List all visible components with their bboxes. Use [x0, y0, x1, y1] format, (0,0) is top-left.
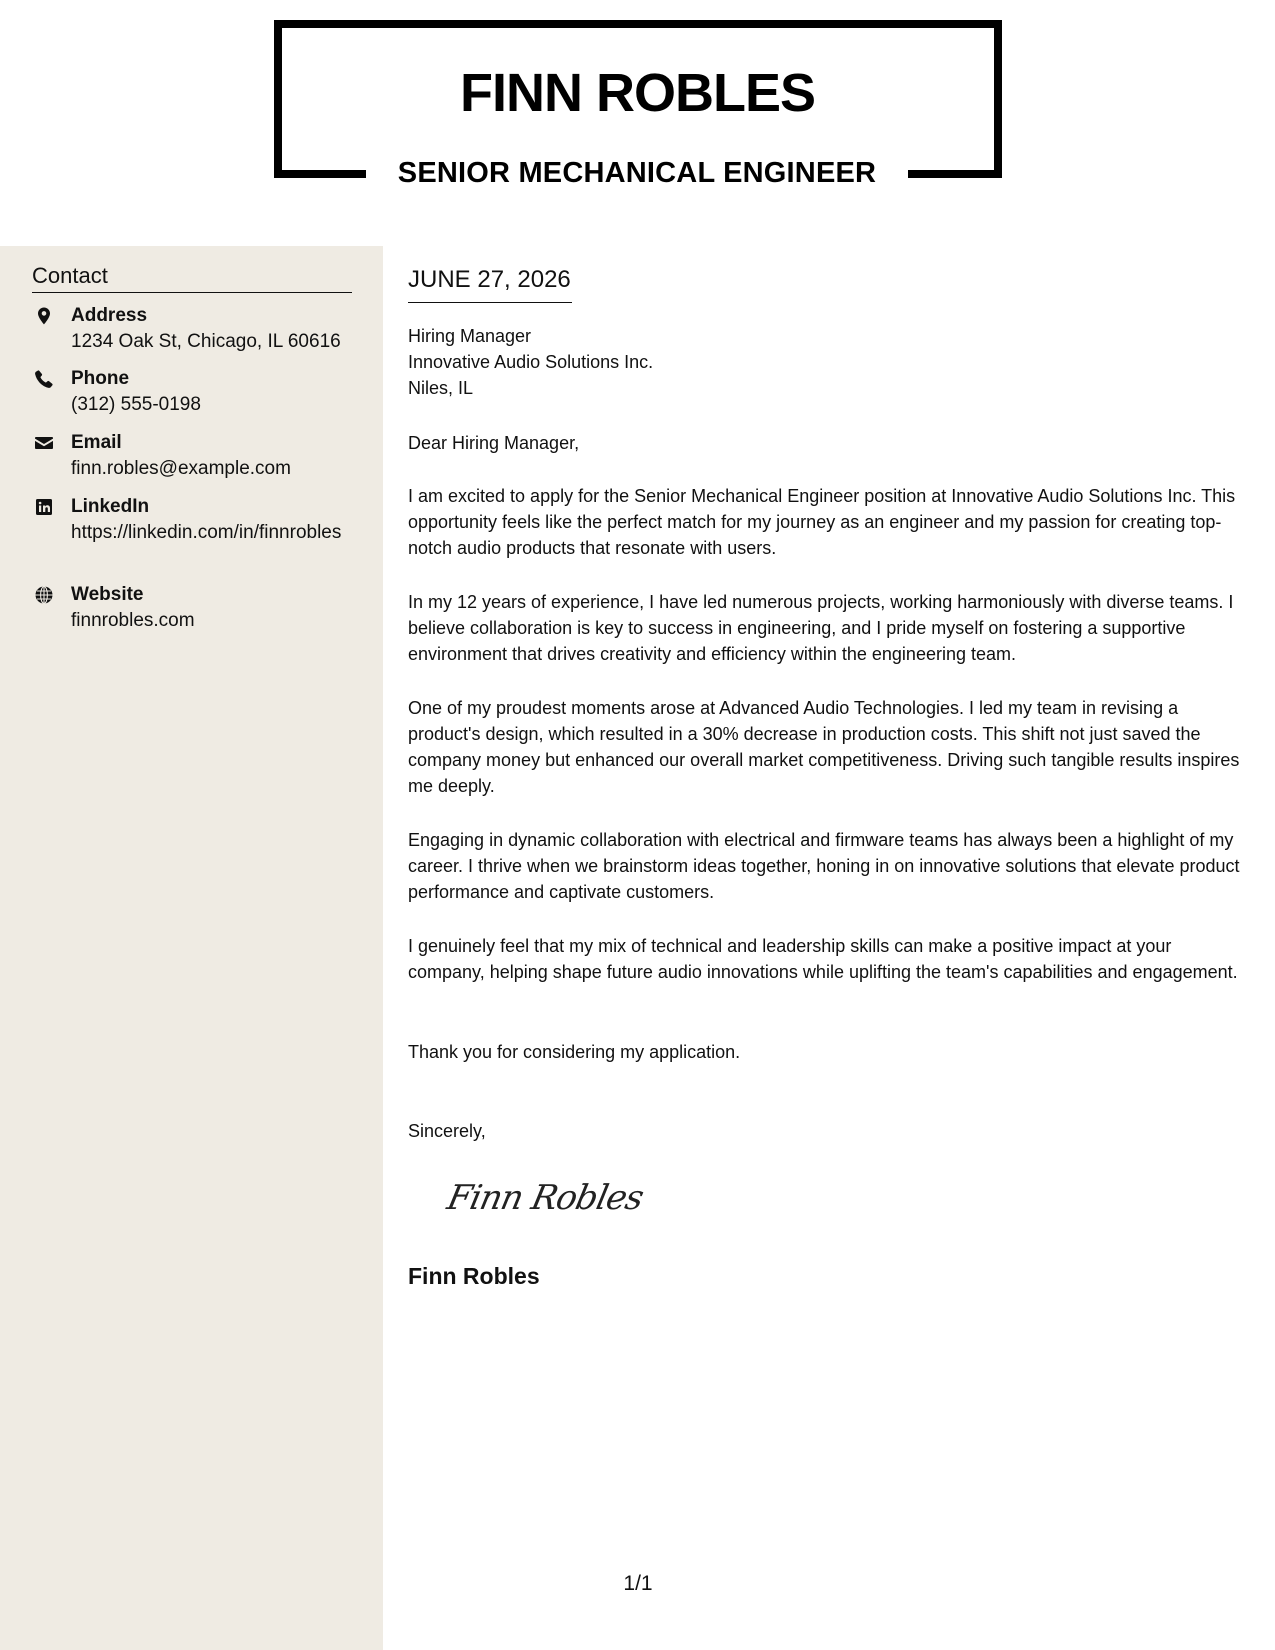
job-title-container	[366, 152, 908, 194]
letter-date: JUNE 27, 2026	[408, 266, 571, 293]
recipient-line: Innovative Audio Solutions Inc.	[408, 352, 654, 372]
contact-value: 1234 Oak St, Chicago, IL 60616	[71, 331, 341, 352]
body-paragraph: In my 12 years of experience, I have led numerous projects, working harmoniously with diverse teams. I believe collaboration is key to success in engineering, and I pride myself on fostering a supportive environment that drives creativity and efficiency within the engineering team.	[408, 592, 1234, 664]
globe-icon	[34, 585, 54, 605]
contact-heading: Contact	[32, 263, 108, 288]
contact-value: (312) 555-0198	[71, 394, 201, 415]
contact-label: LinkedIn	[71, 496, 150, 517]
contact-divider	[32, 292, 352, 293]
contact-label: Email	[71, 432, 122, 453]
salutation: Dear Hiring Manager,	[408, 433, 580, 453]
contact-label: Address	[71, 305, 148, 326]
contact-value: finnrobles.com	[71, 610, 195, 631]
contact-value: finn.robles@example.com	[71, 458, 291, 479]
date-divider	[408, 302, 572, 303]
linkedin-icon	[34, 497, 54, 517]
signature-image: Finn Robles	[443, 1178, 647, 1218]
body-paragraph: I am excited to apply for the Senior Mechanical Engineer position at Innovative Audio Solutions Inc. This opportunity feels like the perfect match for my journey as an engineer and my passion for creating top-notch audio products that resonate with users.	[408, 486, 1236, 558]
body-paragraph: I genuinely feel that my mix of technical and leadership skills can make a positive impact at your company, helping shape future audio innovations while uplifting the team's capabilities and engagement.	[408, 936, 1238, 982]
closing: Sincerely,	[408, 1121, 486, 1141]
recipient-line: Niles, IL	[408, 378, 474, 398]
body-paragraph: One of my proudest moments arose at Advanced Audio Technologies. I led my team in revising a product's design, which resulted in a 30% decrease in production costs. This shift not just saved the company money but enhanced our overall market competitiveness. Driving such tangible results inspires me deeply.	[408, 698, 1240, 796]
job-title: SENIOR MECHANICAL ENGINEER	[397, 157, 877, 189]
body-paragraph: Thank you for considering my application.	[408, 1042, 741, 1062]
signer-name: Finn Robles	[408, 1263, 540, 1289]
map-pin-icon	[34, 306, 54, 326]
contact-label: Website	[71, 584, 144, 605]
contact-label: Phone	[71, 368, 130, 389]
candidate-name: FINN ROBLES	[459, 63, 815, 123]
recipient-line: Hiring Manager	[408, 326, 532, 346]
body-paragraph: Engaging in dynamic collaboration with electrical and firmware teams has always been a highlight of my career. I thrive when we brainstorm ideas together, honing in on innovative solutions that elevate product performance and captivate customers.	[408, 830, 1240, 902]
contact-value: https://linkedin.com/in/finnrobles	[71, 522, 342, 543]
envelope-icon	[34, 433, 54, 453]
phone-icon	[34, 369, 54, 389]
page-number: 1/1	[623, 1572, 653, 1595]
recipient-block	[408, 323, 653, 401]
